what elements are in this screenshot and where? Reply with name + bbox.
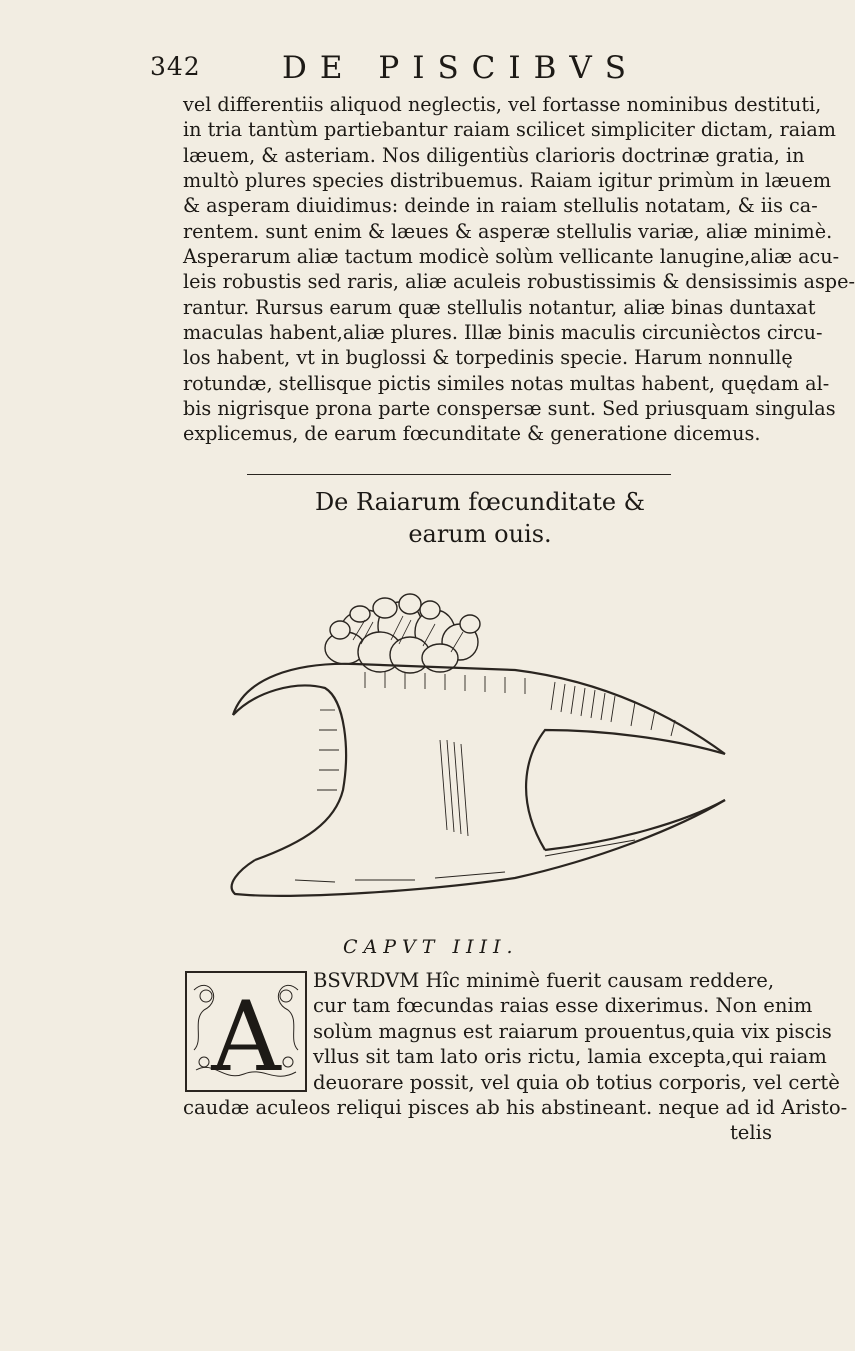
body-line: maculas habent,aliæ plures. Illæ binis maculis circunièctos circu- (183, 321, 823, 345)
body-line: & asperam diuidimus: deinde in raiam stellulis notatam, & iis ca- (183, 194, 818, 218)
chapter-heading-line: earum ouis. (408, 520, 552, 548)
chapter-line: BSVRDVM Hîc minimè fuerit causam reddere, (313, 969, 775, 992)
catchword: telis (729, 1121, 772, 1144)
chapter-line: caudæ aculeos reliqui pisces ab his abstineant. neque ad id Aristo- (183, 1096, 848, 1119)
chapter-heading-line: De Raiarum fœcunditate & (314, 488, 646, 516)
decorated-initial (184, 970, 308, 1093)
running-head (150, 52, 790, 92)
initial-letter: A (211, 981, 281, 1093)
egg-case (232, 664, 725, 896)
body-line: Asperarum aliæ tactum modicè solùm vellicante lanugine,aliæ acu- (183, 245, 840, 269)
body-line: rotundæ, stellisque pictis similes notas multas habent, quędam al- (183, 371, 830, 395)
page-number: 342 (150, 52, 201, 81)
chapter-opening-text (313, 968, 840, 1095)
running-title: DE PISCIBVS (282, 50, 640, 86)
chapter-line: solùm magnus est raiarum prouentus,quia vix piscis (313, 1019, 832, 1043)
body-line: explicemus, de earum fœcunditate & generatione dicemus. (183, 422, 761, 446)
ray-egg-woodcut (215, 560, 735, 920)
body-line: rantur. Rursus earum quæ stellulis notantur, aliæ binas duntaxat (183, 295, 816, 319)
body-line: los habent, vt in buglossi & torpedinis specie. Harum nonnullę (183, 346, 793, 370)
body-line: leis robustis sed raris, aliæ aculeis robustissimis & densissimis aspe- (183, 270, 855, 294)
body-line: vel differentiis aliquod neglectis, vel fortasse nominibus destituti, (183, 93, 822, 116)
chapter-line: deuorare possit, vel quia ob totius corporis, vel certè (313, 1070, 840, 1094)
body-line: multò plures species distribuemus. Raiam igitur primùm in læuem (183, 169, 832, 193)
chapter-label: CAPVT IIII. (343, 936, 519, 958)
body-line: bis nigrisque prona parte conspersæ sunt. Sed priusquam singulas (183, 397, 836, 421)
chapter-line: vllus sit tam lato oris rictu, lamia excepta,qui raiam (313, 1045, 827, 1069)
chapter-line: cur tam fœcundas raias esse dixerimus. Non enim (313, 994, 813, 1018)
egg-cluster (325, 594, 480, 673)
chapter-heading (300, 486, 660, 550)
section-rule (247, 474, 671, 475)
body-line: in tria tantùm partiebantur raiam scilicet simpliciter dictam, raiam (183, 118, 836, 142)
body-line: læuem, & asteriam. Nos diligentiùs clarioris doctrinæ gratia, in (183, 143, 805, 167)
chapter-continued-text (183, 1095, 848, 1120)
body-paragraph (183, 92, 855, 447)
body-line: rentem. sunt enim & læues & asperæ stellulis variæ, aliæ minimè. (183, 219, 833, 243)
